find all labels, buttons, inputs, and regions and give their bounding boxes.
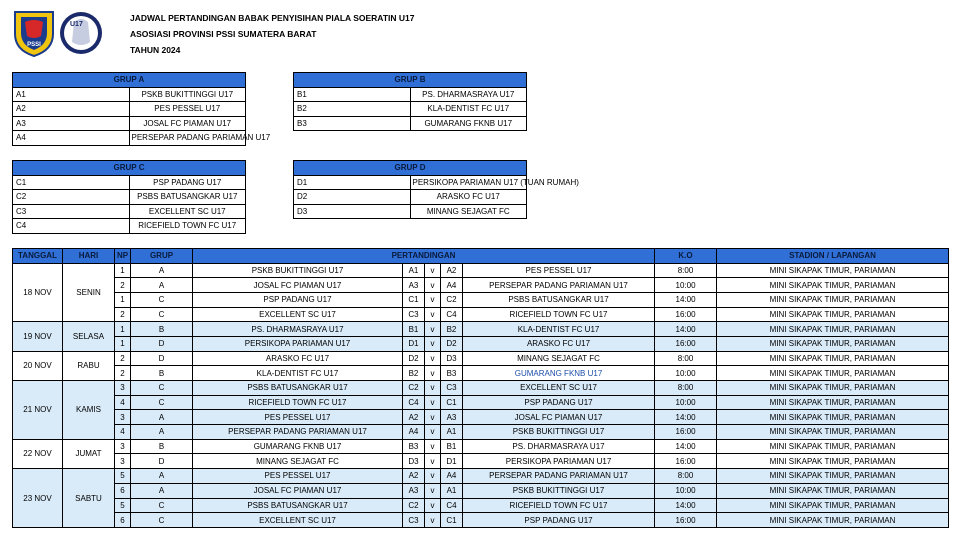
- home-team: ARASKO FC U17: [193, 351, 403, 366]
- home-code: A2: [403, 410, 425, 425]
- home-team: PSKB BUKITTINGGI U17: [193, 263, 403, 278]
- team-code: A3: [13, 116, 130, 131]
- group-a-table: [12, 72, 271, 146]
- match-day: SELASA: [63, 322, 115, 351]
- match-np: 4: [115, 395, 131, 410]
- away-code: A1: [441, 483, 463, 498]
- versus: v: [425, 351, 441, 366]
- kickoff-time: 16:00: [655, 425, 717, 440]
- header-ko: K.O: [655, 249, 717, 264]
- home-code: A1: [403, 263, 425, 278]
- match-np: 2: [115, 366, 131, 381]
- header-day: HARI: [63, 249, 115, 264]
- home-team: PSP PADANG U17: [193, 292, 403, 307]
- match-np: 2: [115, 351, 131, 366]
- match-row: [13, 322, 949, 337]
- header-date: TANGGAL: [13, 249, 63, 264]
- stadium: MINI SIKAPAK TIMUR, PARIAMAN: [717, 469, 949, 484]
- header-stadium: STADION / LAPANGAN: [717, 249, 949, 264]
- title-line-2: ASOSIASI PROVINSI PSSI SUMATERA BARAT: [130, 29, 317, 39]
- match-np: 4: [115, 425, 131, 440]
- home-code: D3: [403, 454, 425, 469]
- away-team: PERSEPAR PADANG PARIAMAN U17: [463, 469, 655, 484]
- home-team: KLA-DENTIST FC U17: [193, 366, 403, 381]
- stadium: MINI SIKAPAK TIMUR, PARIAMAN: [717, 425, 949, 440]
- match-group: B: [131, 366, 193, 381]
- match-row: [13, 483, 949, 498]
- match-group: A: [131, 410, 193, 425]
- match-np: 3: [115, 439, 131, 454]
- versus: v: [425, 439, 441, 454]
- match-row: [13, 425, 949, 440]
- match-day: SENIN: [63, 263, 115, 322]
- kickoff-time: 16:00: [655, 454, 717, 469]
- match-day: KAMIS: [63, 381, 115, 440]
- kickoff-time: 16:00: [655, 513, 717, 528]
- match-row: [13, 395, 949, 410]
- versus: v: [425, 483, 441, 498]
- group-team-row: [13, 87, 246, 102]
- group-team-row: [13, 102, 246, 117]
- match-row: [13, 292, 949, 307]
- home-team: PES PESSEL U17: [193, 469, 403, 484]
- kickoff-time: 14:00: [655, 322, 717, 337]
- team-name: JOSAL FC PIAMAN U17: [129, 116, 246, 131]
- group-team-row: [294, 102, 527, 117]
- home-code: D1: [403, 336, 425, 351]
- home-code: C3: [403, 513, 425, 528]
- match-group: C: [131, 307, 193, 322]
- versus: v: [425, 278, 441, 293]
- away-team: JOSAL FC PIAMAN U17: [463, 410, 655, 425]
- versus: v: [425, 263, 441, 278]
- versus: v: [425, 322, 441, 337]
- away-code: C4: [441, 307, 463, 322]
- kickoff-time: 10:00: [655, 366, 717, 381]
- versus: v: [425, 454, 441, 469]
- versus: v: [425, 292, 441, 307]
- home-code: B2: [403, 366, 425, 381]
- team-name: PSKB BUKITTINGGI U17: [129, 87, 246, 102]
- away-team: EXCELLENT SC U17: [463, 381, 655, 396]
- match-date: 23 NOV: [13, 469, 63, 528]
- away-code: B1: [441, 439, 463, 454]
- team-name: PSBS BATUSANGKAR U17: [129, 190, 246, 205]
- group-team-row: [13, 131, 246, 146]
- schedule-header-row: [13, 249, 949, 264]
- match-date: 20 NOV: [13, 351, 63, 380]
- team-name: MINANG SEJAGAT FC: [410, 204, 527, 219]
- away-code: D2: [441, 336, 463, 351]
- u17-logo: [58, 8, 104, 58]
- away-team: PSP PADANG U17: [463, 395, 655, 410]
- stadium: MINI SIKAPAK TIMUR, PARIAMAN: [717, 322, 949, 337]
- team-name: PERSEPAR PADANG PARIAMAN U17: [129, 131, 246, 146]
- team-code: D3: [294, 204, 411, 219]
- stadium: MINI SIKAPAK TIMUR, PARIAMAN: [717, 439, 949, 454]
- team-code: C1: [13, 175, 130, 190]
- team-code: D1: [294, 175, 411, 190]
- match-row: [13, 336, 949, 351]
- group-title: GRUP A: [13, 73, 246, 88]
- u17-logo-text: U17: [70, 21, 83, 28]
- away-team: PSBS BATUSANGKAR U17: [463, 292, 655, 307]
- pssi-logo-text: PSSI: [27, 42, 41, 48]
- away-team: PSKB BUKITTINGGI U17: [463, 425, 655, 440]
- away-code: A4: [441, 278, 463, 293]
- match-group: D: [131, 336, 193, 351]
- versus: v: [425, 425, 441, 440]
- team-code: B2: [294, 102, 411, 117]
- team-code: B3: [294, 116, 411, 131]
- stadium: MINI SIKAPAK TIMUR, PARIAMAN: [717, 351, 949, 366]
- away-team: RICEFIELD TOWN FC U17: [463, 307, 655, 322]
- away-team: GUMARANG FKNB U17: [463, 366, 655, 381]
- away-team: KLA-DENTIST FC U17: [463, 322, 655, 337]
- match-row: [13, 263, 949, 278]
- group-header-row: [294, 161, 527, 176]
- match-np: 1: [115, 336, 131, 351]
- versus: v: [425, 469, 441, 484]
- header-np: NP: [115, 249, 131, 264]
- away-team: PS. DHARMASRAYA U17: [463, 439, 655, 454]
- group-header-row: [13, 161, 246, 176]
- group-team-row: [294, 204, 527, 219]
- away-code: A1: [441, 425, 463, 440]
- versus: v: [425, 410, 441, 425]
- home-team: EXCELLENT SC U17: [193, 513, 403, 528]
- team-name: PS. DHARMASRAYA U17: [410, 87, 527, 102]
- match-np: 3: [115, 410, 131, 425]
- kickoff-time: 14:00: [655, 410, 717, 425]
- home-code: C4: [403, 395, 425, 410]
- team-name: ARASKO FC U17: [410, 190, 527, 205]
- home-team: PERSIKOPA PARIAMAN U17: [193, 336, 403, 351]
- team-name: RICEFIELD TOWN FC U17: [129, 219, 246, 234]
- group-c-table: [12, 160, 246, 234]
- document-header: [130, 10, 414, 58]
- home-team: PES PESSEL U17: [193, 410, 403, 425]
- match-day: JUMAT: [63, 439, 115, 468]
- match-group: C: [131, 292, 193, 307]
- stadium: MINI SIKAPAK TIMUR, PARIAMAN: [717, 307, 949, 322]
- match-group: C: [131, 513, 193, 528]
- stadium: MINI SIKAPAK TIMUR, PARIAMAN: [717, 292, 949, 307]
- group-b-table: [293, 72, 527, 131]
- group-team-row: [294, 190, 527, 205]
- home-code: C1: [403, 292, 425, 307]
- match-np: 2: [115, 278, 131, 293]
- match-row: [13, 469, 949, 484]
- stadium: MINI SIKAPAK TIMUR, PARIAMAN: [717, 366, 949, 381]
- group-d-table: [293, 160, 579, 219]
- match-np: 1: [115, 292, 131, 307]
- match-group: C: [131, 498, 193, 513]
- kickoff-time: 10:00: [655, 483, 717, 498]
- group-header-row: [13, 73, 246, 88]
- match-day: RABU: [63, 351, 115, 380]
- match-group: D: [131, 454, 193, 469]
- group-title: GRUP B: [294, 73, 527, 88]
- group-team-row: [13, 116, 246, 131]
- match-date: 21 NOV: [13, 381, 63, 440]
- match-np: 6: [115, 513, 131, 528]
- match-np: 1: [115, 263, 131, 278]
- match-group: A: [131, 483, 193, 498]
- versus: v: [425, 336, 441, 351]
- home-team: PS. DHARMASRAYA U17: [193, 322, 403, 337]
- match-group: C: [131, 395, 193, 410]
- group-title: GRUP C: [13, 161, 246, 176]
- versus: v: [425, 366, 441, 381]
- home-code: C3: [403, 307, 425, 322]
- away-team: PSP PADANG U17: [463, 513, 655, 528]
- team-code: A2: [13, 102, 130, 117]
- match-row: [13, 439, 949, 454]
- away-team: MINANG SEJAGAT FC: [463, 351, 655, 366]
- stadium: MINI SIKAPAK TIMUR, PARIAMAN: [717, 483, 949, 498]
- group-team-row: [13, 219, 246, 234]
- match-np: 6: [115, 483, 131, 498]
- team-code: C3: [13, 204, 130, 219]
- team-name: EXCELLENT SC U17: [129, 204, 246, 219]
- match-row: [13, 366, 949, 381]
- group-team-row: [13, 175, 246, 190]
- versus: v: [425, 395, 441, 410]
- kickoff-time: 10:00: [655, 395, 717, 410]
- away-team: PSKB BUKITTINGGI U17: [463, 483, 655, 498]
- match-group: C: [131, 381, 193, 396]
- team-code: A4: [13, 131, 130, 146]
- header-group: GRUP: [131, 249, 193, 264]
- kickoff-time: 14:00: [655, 498, 717, 513]
- home-code: A2: [403, 469, 425, 484]
- versus: v: [425, 498, 441, 513]
- title-line-1: JADWAL PERTANDINGAN BABAK PENYISIHAN PIALA SOERATIN U17: [130, 13, 415, 23]
- kickoff-time: 16:00: [655, 307, 717, 322]
- stadium: MINI SIKAPAK TIMUR, PARIAMAN: [717, 410, 949, 425]
- team-name: GUMARANG FKNB U17: [410, 116, 527, 131]
- home-code: C2: [403, 381, 425, 396]
- away-code: C1: [441, 513, 463, 528]
- away-code: D1: [441, 454, 463, 469]
- pssi-logo: [11, 8, 57, 58]
- away-code: A3: [441, 410, 463, 425]
- match-date: 22 NOV: [13, 439, 63, 468]
- team-name: PSP PADANG U17: [129, 175, 246, 190]
- versus: v: [425, 513, 441, 528]
- team-name: PES PESSEL U17: [129, 102, 246, 117]
- kickoff-time: 16:00: [655, 336, 717, 351]
- match-date: 18 NOV: [13, 263, 63, 322]
- stadium: MINI SIKAPAK TIMUR, PARIAMAN: [717, 278, 949, 293]
- title-line-3: TAHUN 2024: [130, 45, 181, 55]
- match-date: 19 NOV: [13, 322, 63, 351]
- home-team: MINANG SEJAGAT FC: [193, 454, 403, 469]
- home-team: GUMARANG FKNB U17: [193, 439, 403, 454]
- match-group: B: [131, 322, 193, 337]
- match-row: [13, 381, 949, 396]
- match-row: [13, 454, 949, 469]
- match-row: [13, 278, 949, 293]
- away-team: RICEFIELD TOWN FC U17: [463, 498, 655, 513]
- team-name: PERSIKOPA PARIAMAN U17 (TUAN RUMAH): [410, 175, 527, 190]
- home-team: PSBS BATUSANGKAR U17: [193, 498, 403, 513]
- match-np: 1: [115, 322, 131, 337]
- stadium: MINI SIKAPAK TIMUR, PARIAMAN: [717, 498, 949, 513]
- group-team-row: [294, 87, 527, 102]
- match-group: A: [131, 263, 193, 278]
- versus: v: [425, 381, 441, 396]
- stadium: MINI SIKAPAK TIMUR, PARIAMAN: [717, 513, 949, 528]
- header-match: PERTANDINGAN: [193, 249, 655, 264]
- team-name: KLA-DENTIST FC U17: [410, 102, 527, 117]
- versus: v: [425, 307, 441, 322]
- kickoff-time: 8:00: [655, 381, 717, 396]
- away-code: C4: [441, 498, 463, 513]
- match-row: [13, 513, 949, 528]
- match-group: A: [131, 425, 193, 440]
- team-code: B1: [294, 87, 411, 102]
- schedule-table: [12, 248, 949, 528]
- group-team-row: [294, 116, 527, 131]
- kickoff-time: 8:00: [655, 469, 717, 484]
- group-title: GRUP D: [294, 161, 527, 176]
- stadium: MINI SIKAPAK TIMUR, PARIAMAN: [717, 381, 949, 396]
- match-np: 2: [115, 307, 131, 322]
- stadium: MINI SIKAPAK TIMUR, PARIAMAN: [717, 263, 949, 278]
- away-code: A4: [441, 469, 463, 484]
- match-row: [13, 410, 949, 425]
- away-code: C1: [441, 395, 463, 410]
- match-row: [13, 498, 949, 513]
- match-row: [13, 351, 949, 366]
- match-np: 3: [115, 454, 131, 469]
- kickoff-time: 14:00: [655, 292, 717, 307]
- away-code: C2: [441, 292, 463, 307]
- home-code: B3: [403, 439, 425, 454]
- stadium: MINI SIKAPAK TIMUR, PARIAMAN: [717, 336, 949, 351]
- team-code: C4: [13, 219, 130, 234]
- away-team: PERSIKOPA PARIAMAN U17: [463, 454, 655, 469]
- match-group: D: [131, 351, 193, 366]
- match-day: SABTU: [63, 469, 115, 528]
- match-np: 5: [115, 498, 131, 513]
- home-team: PSBS BATUSANGKAR U17: [193, 381, 403, 396]
- home-code: C2: [403, 498, 425, 513]
- match-group: A: [131, 278, 193, 293]
- away-team: PERSEPAR PADANG PARIAMAN U17: [463, 278, 655, 293]
- kickoff-time: 8:00: [655, 351, 717, 366]
- kickoff-time: 10:00: [655, 278, 717, 293]
- home-team: EXCELLENT SC U17: [193, 307, 403, 322]
- away-code: A2: [441, 263, 463, 278]
- away-code: B2: [441, 322, 463, 337]
- home-team: JOSAL FC PIAMAN U17: [193, 483, 403, 498]
- match-row: [13, 307, 949, 322]
- group-team-row: [13, 190, 246, 205]
- home-code: D2: [403, 351, 425, 366]
- kickoff-time: 8:00: [655, 263, 717, 278]
- away-code: B3: [441, 366, 463, 381]
- group-team-row: [294, 175, 527, 190]
- home-code: A3: [403, 278, 425, 293]
- away-code: D3: [441, 351, 463, 366]
- home-code: B1: [403, 322, 425, 337]
- match-group: A: [131, 469, 193, 484]
- home-team: PERSEPAR PADANG PARIAMAN U17: [193, 425, 403, 440]
- home-team: RICEFIELD TOWN FC U17: [193, 395, 403, 410]
- schedule-body: [13, 263, 949, 527]
- team-code: C2: [13, 190, 130, 205]
- away-team: ARASKO FC U17: [463, 336, 655, 351]
- team-code: D2: [294, 190, 411, 205]
- away-code: C3: [441, 381, 463, 396]
- team-code: A1: [13, 87, 130, 102]
- group-header-row: [294, 73, 527, 88]
- group-team-row: [13, 204, 246, 219]
- match-group: B: [131, 439, 193, 454]
- home-team: JOSAL FC PIAMAN U17: [193, 278, 403, 293]
- home-code: A3: [403, 483, 425, 498]
- stadium: MINI SIKAPAK TIMUR, PARIAMAN: [717, 454, 949, 469]
- stadium: MINI SIKAPAK TIMUR, PARIAMAN: [717, 395, 949, 410]
- away-team: PES PESSEL U17: [463, 263, 655, 278]
- match-np: 5: [115, 469, 131, 484]
- kickoff-time: 14:00: [655, 439, 717, 454]
- match-np: 3: [115, 381, 131, 396]
- home-code: A4: [403, 425, 425, 440]
